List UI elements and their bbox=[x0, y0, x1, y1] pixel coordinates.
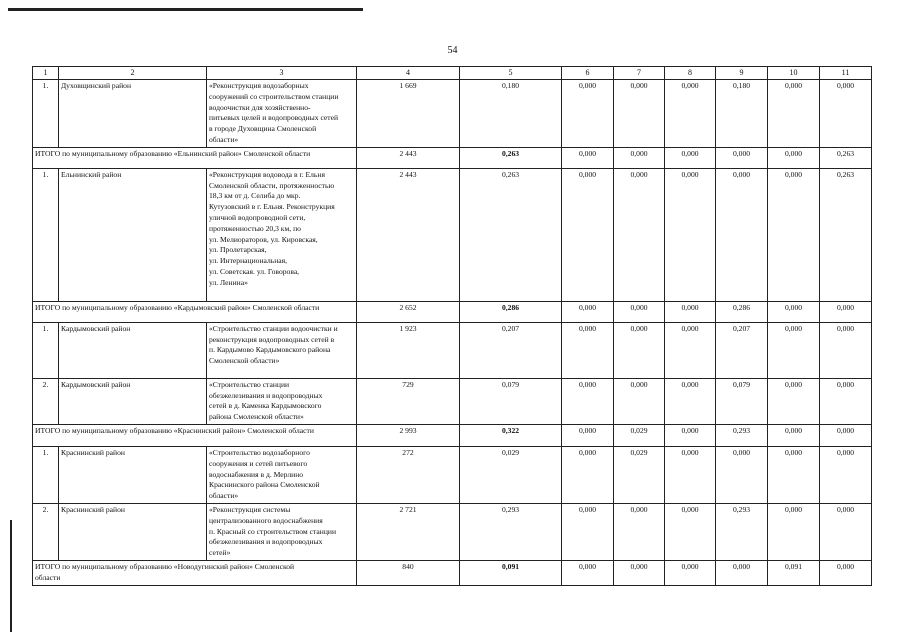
value-cell-10: 0,000 bbox=[768, 424, 820, 446]
value-cell-8: 0,000 bbox=[665, 322, 716, 378]
value-cell-11: 0,263 bbox=[820, 147, 872, 168]
column-header-row bbox=[33, 67, 872, 80]
value-cell-6: 0,000 bbox=[562, 424, 614, 446]
value-cell-6: 0,000 bbox=[562, 446, 614, 503]
column-header: 2 bbox=[59, 67, 207, 80]
value-cell-7: 0,000 bbox=[614, 80, 665, 148]
value-cell-11: 0,000 bbox=[820, 322, 872, 378]
total-label-cell: ИТОГО по муниципальному образованию «Краснинский район» Смоленской области bbox=[33, 424, 357, 446]
project-cell: «Строительство водозаборного сооружения и сетей питьевого водоснабжения в д. Мерлино Краснинского района Смоленской области» bbox=[207, 446, 357, 503]
value-cell-6: 0,000 bbox=[562, 147, 614, 168]
value-cell-5: 0,263 bbox=[460, 168, 562, 301]
value-cell-6: 0,000 bbox=[562, 378, 614, 424]
value-cell-10: 0,000 bbox=[768, 301, 820, 322]
value-cell-4: 729 bbox=[357, 378, 460, 424]
value-cell-9: 0,000 bbox=[716, 168, 768, 301]
value-cell-8: 0,000 bbox=[665, 503, 716, 560]
row-number-cell: 1. bbox=[33, 80, 59, 148]
value-cell-8: 0,000 bbox=[665, 424, 716, 446]
scan-edge-left bbox=[10, 520, 12, 632]
value-cell-7: 0,000 bbox=[614, 560, 665, 585]
value-cell-4: 2 443 bbox=[357, 168, 460, 301]
value-cell-11: 0,000 bbox=[820, 424, 872, 446]
value-cell-8: 0,000 bbox=[665, 80, 716, 148]
value-cell-5: 0,322 bbox=[460, 424, 562, 446]
project-cell: «Строительство станции водоочистки и реконструкция водопроводных сетей в п. Кардымово Кардымовского района Смоленской области» bbox=[207, 322, 357, 378]
project-cell: «Реконструкция системы централизованного водоснабжения п. Красный со строительством станции обезжелезивания и водопроводных сетей» bbox=[207, 503, 357, 560]
value-cell-4: 840 bbox=[357, 560, 460, 585]
value-cell-10: 0,000 bbox=[768, 147, 820, 168]
column-header: 11 bbox=[820, 67, 872, 80]
page-number: 54 bbox=[447, 45, 458, 56]
value-cell-6: 0,000 bbox=[562, 560, 614, 585]
table-row bbox=[33, 168, 872, 301]
column-header: 10 bbox=[768, 67, 820, 80]
column-header: 1 bbox=[33, 67, 59, 80]
value-cell-11: 0,000 bbox=[820, 560, 872, 585]
value-cell-8: 0,000 bbox=[665, 560, 716, 585]
column-header: 6 bbox=[562, 67, 614, 80]
value-cell-7: 0,000 bbox=[614, 322, 665, 378]
district-cell: Кардымовский район bbox=[59, 378, 207, 424]
value-cell-5: 0,263 bbox=[460, 147, 562, 168]
value-cell-4: 1 923 bbox=[357, 322, 460, 378]
table-row bbox=[33, 378, 872, 424]
value-cell-11: 0,263 bbox=[820, 168, 872, 301]
value-cell-6: 0,000 bbox=[562, 503, 614, 560]
value-cell-7: 0,029 bbox=[614, 446, 665, 503]
column-header: 4 bbox=[357, 67, 460, 80]
total-label-cell: ИТОГО по муниципальному образованию «Кардымовский район» Смоленской области bbox=[33, 301, 357, 322]
value-cell-9: 0,293 bbox=[716, 503, 768, 560]
value-cell-10: 0,000 bbox=[768, 446, 820, 503]
project-cell: «Реконструкция водозаборных сооружений со строительством станции водоочистки для хозяйственно- питьевых целей и водопроводных сетей в городе Духовщина Смоленской области» bbox=[207, 80, 357, 148]
value-cell-10: 0,000 bbox=[768, 168, 820, 301]
value-cell-11: 0,000 bbox=[820, 378, 872, 424]
value-cell-9: 0,207 bbox=[716, 322, 768, 378]
row-number-cell: 2. bbox=[33, 503, 59, 560]
row-number-cell: 1. bbox=[33, 168, 59, 301]
value-cell-11: 0,000 bbox=[820, 503, 872, 560]
value-cell-11: 0,000 bbox=[820, 301, 872, 322]
value-cell-11: 0,000 bbox=[820, 80, 872, 148]
value-cell-4: 272 bbox=[357, 446, 460, 503]
value-cell-7: 0,000 bbox=[614, 147, 665, 168]
row-number-cell: 2. bbox=[33, 378, 59, 424]
value-cell-4: 2 993 bbox=[357, 424, 460, 446]
column-header: 5 bbox=[460, 67, 562, 80]
table-row bbox=[33, 503, 872, 560]
value-cell-6: 0,000 bbox=[562, 301, 614, 322]
district-cell: Краснинский район bbox=[59, 446, 207, 503]
total-row bbox=[33, 424, 872, 446]
row-number-cell: 1. bbox=[33, 322, 59, 378]
value-cell-9: 0,286 bbox=[716, 301, 768, 322]
value-cell-5: 0,091 bbox=[460, 560, 562, 585]
value-cell-9: 0,000 bbox=[716, 147, 768, 168]
value-cell-7: 0,000 bbox=[614, 503, 665, 560]
column-header: 9 bbox=[716, 67, 768, 80]
table-row bbox=[33, 322, 872, 378]
value-cell-4: 1 669 bbox=[357, 80, 460, 148]
column-header: 8 bbox=[665, 67, 716, 80]
column-header: 7 bbox=[614, 67, 665, 80]
value-cell-5: 0,286 bbox=[460, 301, 562, 322]
value-cell-7: 0,000 bbox=[614, 378, 665, 424]
value-cell-9: 0,180 bbox=[716, 80, 768, 148]
project-cell: «Реконструкция водовода в г. Ельня Смоленской области, протяженностью 18,3 км от д. Селиба до мкр. Кутузовский в г. Ельня. Реконструкция уличной водопроводной сети, протяженностью 20,3 км, по ул. Мелиораторов, ул. Кировская, ул. Пролетарская, ул. Интернациональная, ул. Советская. ул. Говорова, ул. Ленина» bbox=[207, 168, 357, 301]
value-cell-10: 0,000 bbox=[768, 80, 820, 148]
district-cell: Ельнинский район bbox=[59, 168, 207, 301]
value-cell-9: 0,293 bbox=[716, 424, 768, 446]
value-cell-6: 0,000 bbox=[562, 168, 614, 301]
value-cell-10: 0,000 bbox=[768, 378, 820, 424]
value-cell-6: 0,000 bbox=[562, 322, 614, 378]
district-cell: Краснинский район bbox=[59, 503, 207, 560]
value-cell-8: 0,000 bbox=[665, 147, 716, 168]
column-header: 3 bbox=[207, 67, 357, 80]
value-cell-4: 2 652 bbox=[357, 301, 460, 322]
project-cell: «Строительство станции обезжелезивания и водопроводных сетей в д. Каменка Кардымовского района Смоленской области» bbox=[207, 378, 357, 424]
value-cell-6: 0,000 bbox=[562, 80, 614, 148]
value-cell-7: 0,000 bbox=[614, 301, 665, 322]
table-row bbox=[33, 80, 872, 148]
district-cell: Кардымовский район bbox=[59, 322, 207, 378]
value-cell-4: 2 721 bbox=[357, 503, 460, 560]
value-cell-10: 0,000 bbox=[768, 322, 820, 378]
total-row bbox=[33, 301, 872, 322]
value-cell-5: 0,207 bbox=[460, 322, 562, 378]
value-cell-9: 0,000 bbox=[716, 560, 768, 585]
value-cell-8: 0,000 bbox=[665, 446, 716, 503]
district-cell: Духовщинский район bbox=[59, 80, 207, 148]
total-label-cell: ИТОГО по муниципальному образованию «Ельнинский район» Смоленской области bbox=[33, 147, 357, 168]
value-cell-10: 0,091 bbox=[768, 560, 820, 585]
value-cell-8: 0,000 bbox=[665, 168, 716, 301]
value-cell-5: 0,293 bbox=[460, 503, 562, 560]
value-cell-9: 0,079 bbox=[716, 378, 768, 424]
value-cell-5: 0,029 bbox=[460, 446, 562, 503]
value-cell-7: 0,029 bbox=[614, 424, 665, 446]
row-number-cell: 1. bbox=[33, 446, 59, 503]
table-row bbox=[33, 446, 872, 503]
data-table bbox=[32, 66, 872, 586]
total-row bbox=[33, 147, 872, 168]
value-cell-5: 0,079 bbox=[460, 378, 562, 424]
value-cell-4: 2 443 bbox=[357, 147, 460, 168]
value-cell-5: 0,180 bbox=[460, 80, 562, 148]
scan-edge-top bbox=[8, 8, 363, 11]
value-cell-9: 0,000 bbox=[716, 446, 768, 503]
value-cell-8: 0,000 bbox=[665, 378, 716, 424]
total-row bbox=[33, 560, 872, 585]
value-cell-8: 0,000 bbox=[665, 301, 716, 322]
value-cell-11: 0,000 bbox=[820, 446, 872, 503]
value-cell-7: 0,000 bbox=[614, 168, 665, 301]
total-label-cell: ИТОГО по муниципальному образованию «Новодугинский район» Смоленской области bbox=[33, 560, 357, 585]
value-cell-10: 0,000 bbox=[768, 503, 820, 560]
